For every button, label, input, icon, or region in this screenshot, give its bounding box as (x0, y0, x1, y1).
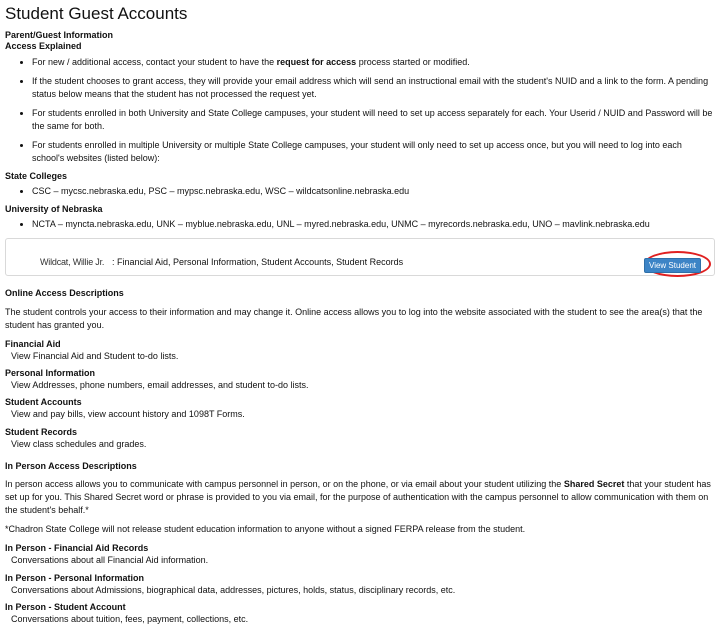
subtitle: Parent/Guest Information (5, 30, 114, 40)
item-desc: View Financial Aid and Student to-do lists. (11, 350, 179, 361)
student-name: Wildcat, Willie Jr. (40, 257, 105, 268)
list-item (32, 56, 715, 69)
online-access-intro: The student controls your access to their information and may change it. Online access allows you to log into the website associated with the student to see the area(s) that the student has granted you. (5, 306, 703, 330)
list-item (5, 426, 715, 450)
item-desc: Conversations about tuition, fees, payment, collections, etc. (11, 614, 249, 625)
state-colleges-list (5, 185, 715, 198)
item-desc: View Addresses, phone numbers, email addresses, and student to-do lists. (11, 380, 309, 391)
item-title: Student Accounts (5, 397, 82, 408)
student-panel (5, 238, 715, 276)
intro-text: In person access allows you to communicate with campus personnel in person, or on the phone, or via email about your student utilizing the (5, 479, 564, 490)
item-desc: View class schedules and grades. (11, 438, 147, 449)
access-explained-heading: Access Explained (5, 41, 82, 52)
item-title: Personal Information (5, 368, 96, 379)
online-access-heading: Online Access Descriptions (5, 288, 124, 299)
list-item (5, 542, 715, 566)
in-person-heading: In Person Access Descriptions (5, 460, 137, 471)
in-person-intro (5, 478, 715, 517)
list-item (5, 396, 715, 420)
list-item (5, 338, 715, 362)
view-student-button[interactable]: View Student (644, 258, 701, 273)
item-title: In Person - Student Account (5, 601, 126, 612)
list-item (5, 601, 715, 625)
intro-text: that your student has set up for you. This Shared Secret word or phrase is provided to you via email, for the purpose of authentication with the campus personnel to allow communication with them on the student's behalf.* (5, 479, 711, 516)
access-explained-list (5, 56, 715, 165)
list-item: • For students enrolled in both University and State College campuses, your student will need to set up access separately for each. Your Userid / NUID and Password will be the same for both. (32, 107, 715, 133)
item-desc: Conversations about all Financial Aid information. (11, 555, 209, 566)
university-list (5, 218, 715, 231)
list-item: • If the student chooses to grant access, they will provide your email address which will send an instructional email with the student's NUID and a link to the form. A pending status below means that the student has not processed the request yet. (32, 75, 715, 101)
student-access-list: : Financial Aid, Personal Information, Student Accounts, Student Records (112, 257, 404, 268)
page-title: Student Guest Accounts (5, 4, 188, 23)
list-item (5, 367, 715, 391)
university-heading: University of Nebraska (5, 204, 103, 215)
request-for-access-text: request for access (276, 56, 357, 67)
ferpa-note: *Chadron State College will not release student education information to anyone without a signed FERPA release from the student. (5, 524, 526, 535)
item-title: Financial Aid (5, 338, 61, 349)
list-item: • For students enrolled in multiple University or multiple State College campuses, your student will only need to set up access once, but you will need to log into each school's websites (listed below): (32, 139, 715, 165)
item-title: In Person - Financial Aid Records (5, 543, 149, 554)
state-colleges-heading: State Colleges (5, 170, 68, 181)
item-desc: Conversations about Admissions, biographical data, addresses, pictures, holds, status, disciplinary records, etc. (11, 584, 456, 595)
bullet-text: For new / additional access, contact your student to have the (32, 56, 277, 67)
item-desc: View and pay bills, view account history and 1098T Forms. (11, 409, 245, 420)
shared-secret-text: Shared Secret (563, 479, 625, 490)
list-item: • NCTA – myncta.nebraska.edu, UNK – myblue.nebraska.edu, UNL – myred.nebraska.edu, UNMC – myrecords.nebraska.edu, UNO – mavlink.nebraska.edu (32, 218, 715, 231)
bullet-text: process started or modified. (356, 56, 470, 67)
item-title: Student Records (5, 426, 78, 437)
list-item: • CSC – mycsc.nebraska.edu, PSC – mypsc.nebraska.edu, WSC – wildcatsonline.nebraska.edu (32, 185, 715, 198)
list-item (5, 572, 715, 596)
item-title: In Person - Personal Information (5, 572, 145, 583)
